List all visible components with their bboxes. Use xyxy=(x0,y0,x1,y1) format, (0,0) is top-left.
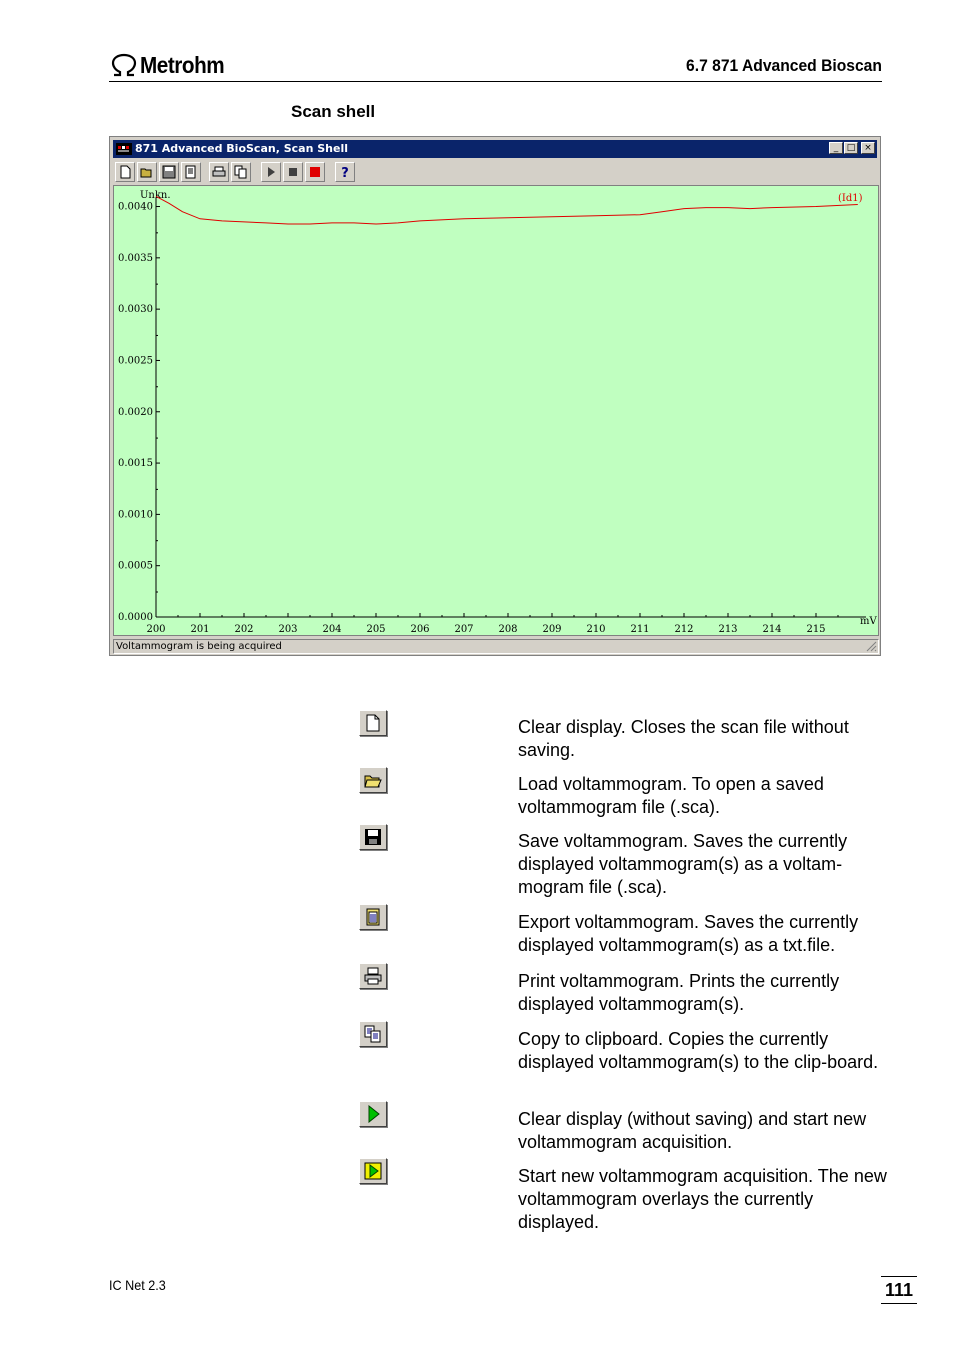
x-tick-label: 206 xyxy=(410,624,430,635)
title-bar[interactable] xyxy=(113,140,877,158)
copy-icon xyxy=(364,1025,382,1043)
help-button[interactable] xyxy=(335,162,355,182)
play-icon xyxy=(364,1105,382,1123)
print-icon xyxy=(364,967,382,985)
open-folder-icon xyxy=(140,165,154,179)
legend-print-icon-button xyxy=(359,963,387,989)
stop-button[interactable] xyxy=(283,162,303,182)
omega-icon xyxy=(110,53,138,77)
export-button[interactable] xyxy=(181,162,201,182)
y-tick-label: 0.0005 xyxy=(118,560,153,572)
voltammogram-plot xyxy=(113,185,879,636)
play-overlay-icon xyxy=(364,1162,382,1180)
legend-text-print: Print voltammogram. Prints the currently displayed voltammogram(s). xyxy=(518,971,840,1014)
legend-play-overlay-icon-button xyxy=(359,1158,387,1184)
page-number: 111 xyxy=(881,1276,917,1304)
x-tick-label: 205 xyxy=(366,624,386,635)
legend-copy-icon-button xyxy=(359,1021,387,1047)
legend-save-icon-button xyxy=(359,824,387,850)
x-tick-label: 201 xyxy=(190,624,210,635)
export-icon xyxy=(184,165,198,179)
svg-text:?: ? xyxy=(341,166,349,179)
window-title: 871 Advanced BioScan, Scan Shell xyxy=(135,142,348,155)
open-button[interactable] xyxy=(137,162,157,182)
y-tick-label: 0.0000 xyxy=(118,612,153,623)
x-tick-label: 202 xyxy=(234,624,254,635)
y-tick-label: 0.0035 xyxy=(118,252,153,264)
x-tick-label: 213 xyxy=(718,624,738,635)
x-tick-label: 215 xyxy=(806,624,826,635)
close-button[interactable]: × xyxy=(861,142,875,154)
legend-text-play: Clear display (without saving) and start new voltammogram acquisition. xyxy=(518,1109,867,1152)
series-legend-label: (Id1) xyxy=(838,193,863,204)
y-tick-label: 0.0040 xyxy=(118,201,153,213)
new-button[interactable] xyxy=(115,162,135,182)
save-button[interactable] xyxy=(159,162,179,182)
legend-text-save: Save voltammogram. Saves the currently displayed voltammogram(s) as a voltam-mogram file (.sca). xyxy=(518,831,848,897)
maximize-button[interactable]: □ xyxy=(844,142,858,154)
minimize-button[interactable]: _ xyxy=(829,142,843,154)
legend-text-open: Load voltammogram. To open a saved voltammogram file (.sca). xyxy=(518,774,824,817)
new-document-icon xyxy=(364,714,382,732)
resize-grip-icon[interactable] xyxy=(865,640,877,652)
help-icon xyxy=(338,165,352,179)
save-disk-icon xyxy=(162,165,176,179)
legend-text-new: Clear display. Closes the scan file without saving. xyxy=(518,717,849,760)
x-tick-label: 207 xyxy=(454,624,474,635)
open-folder-icon xyxy=(364,771,382,789)
copy-icon xyxy=(234,165,248,179)
x-axis-label: mV xyxy=(860,616,877,627)
x-tick-label: 204 xyxy=(322,624,342,635)
legend-new-icon-button xyxy=(359,710,387,736)
x-tick-label: 214 xyxy=(762,624,782,635)
brand-name: Metrohm xyxy=(140,51,225,78)
y-axis-label: Unkn. xyxy=(140,190,171,201)
play-button[interactable] xyxy=(261,162,281,182)
record-stop-button[interactable] xyxy=(305,162,325,182)
legend-text-copy: Copy to clipboard. Copies the currently displayed voltammogram(s) to the clip-board. xyxy=(518,1029,879,1072)
status-text: Voltammogram is being acquired xyxy=(116,641,282,652)
legend-text-export: Export voltammogram. Saves the currently displayed voltammogram(s) as a txt.file. xyxy=(518,912,859,955)
print-button[interactable] xyxy=(209,162,229,182)
save-disk-icon xyxy=(364,828,382,846)
x-tick-label: 208 xyxy=(498,624,518,635)
y-tick-label: 0.0030 xyxy=(118,304,153,316)
copy-button[interactable] xyxy=(231,162,251,182)
legend-play-icon-button xyxy=(359,1101,387,1127)
y-tick-label: 0.0020 xyxy=(118,406,153,418)
scan-shell-window xyxy=(109,136,881,656)
x-tick-label: 212 xyxy=(674,624,694,635)
export-icon xyxy=(364,908,382,926)
x-tick-label: 210 xyxy=(586,624,606,635)
legend-open-icon-button xyxy=(359,767,387,793)
legend-export-icon-button xyxy=(359,904,387,930)
new-document-icon xyxy=(118,165,132,179)
x-tick-label: 211 xyxy=(630,624,650,635)
toolbar xyxy=(113,161,877,183)
print-icon xyxy=(212,165,226,179)
sub-heading: Scan shell xyxy=(291,102,376,121)
y-tick-label: 0.0025 xyxy=(118,355,153,367)
y-tick-label: 0.0015 xyxy=(118,458,153,470)
x-tick-label: 209 xyxy=(542,624,562,635)
footer-product: IC Net 2.3 xyxy=(109,1277,166,1293)
app-icon xyxy=(116,143,132,155)
legend-text-play-overlay: Start new voltammogram acquisition. The new voltammogram overlays the currently displayed. xyxy=(518,1166,887,1232)
series-line xyxy=(156,196,858,224)
play-icon xyxy=(264,165,278,179)
voltammogram-chart xyxy=(114,186,878,635)
x-tick-label: 200 xyxy=(146,624,166,635)
stop-icon xyxy=(286,165,300,179)
record-stop-icon xyxy=(308,165,322,179)
header-divider xyxy=(109,81,882,82)
y-tick-label: 0.0010 xyxy=(118,509,153,521)
metrohm-logo xyxy=(110,50,234,80)
status-bar xyxy=(113,639,879,654)
x-tick-label: 203 xyxy=(278,624,298,635)
section-title: 6.7 871 Advanced Bioscan xyxy=(686,56,882,75)
